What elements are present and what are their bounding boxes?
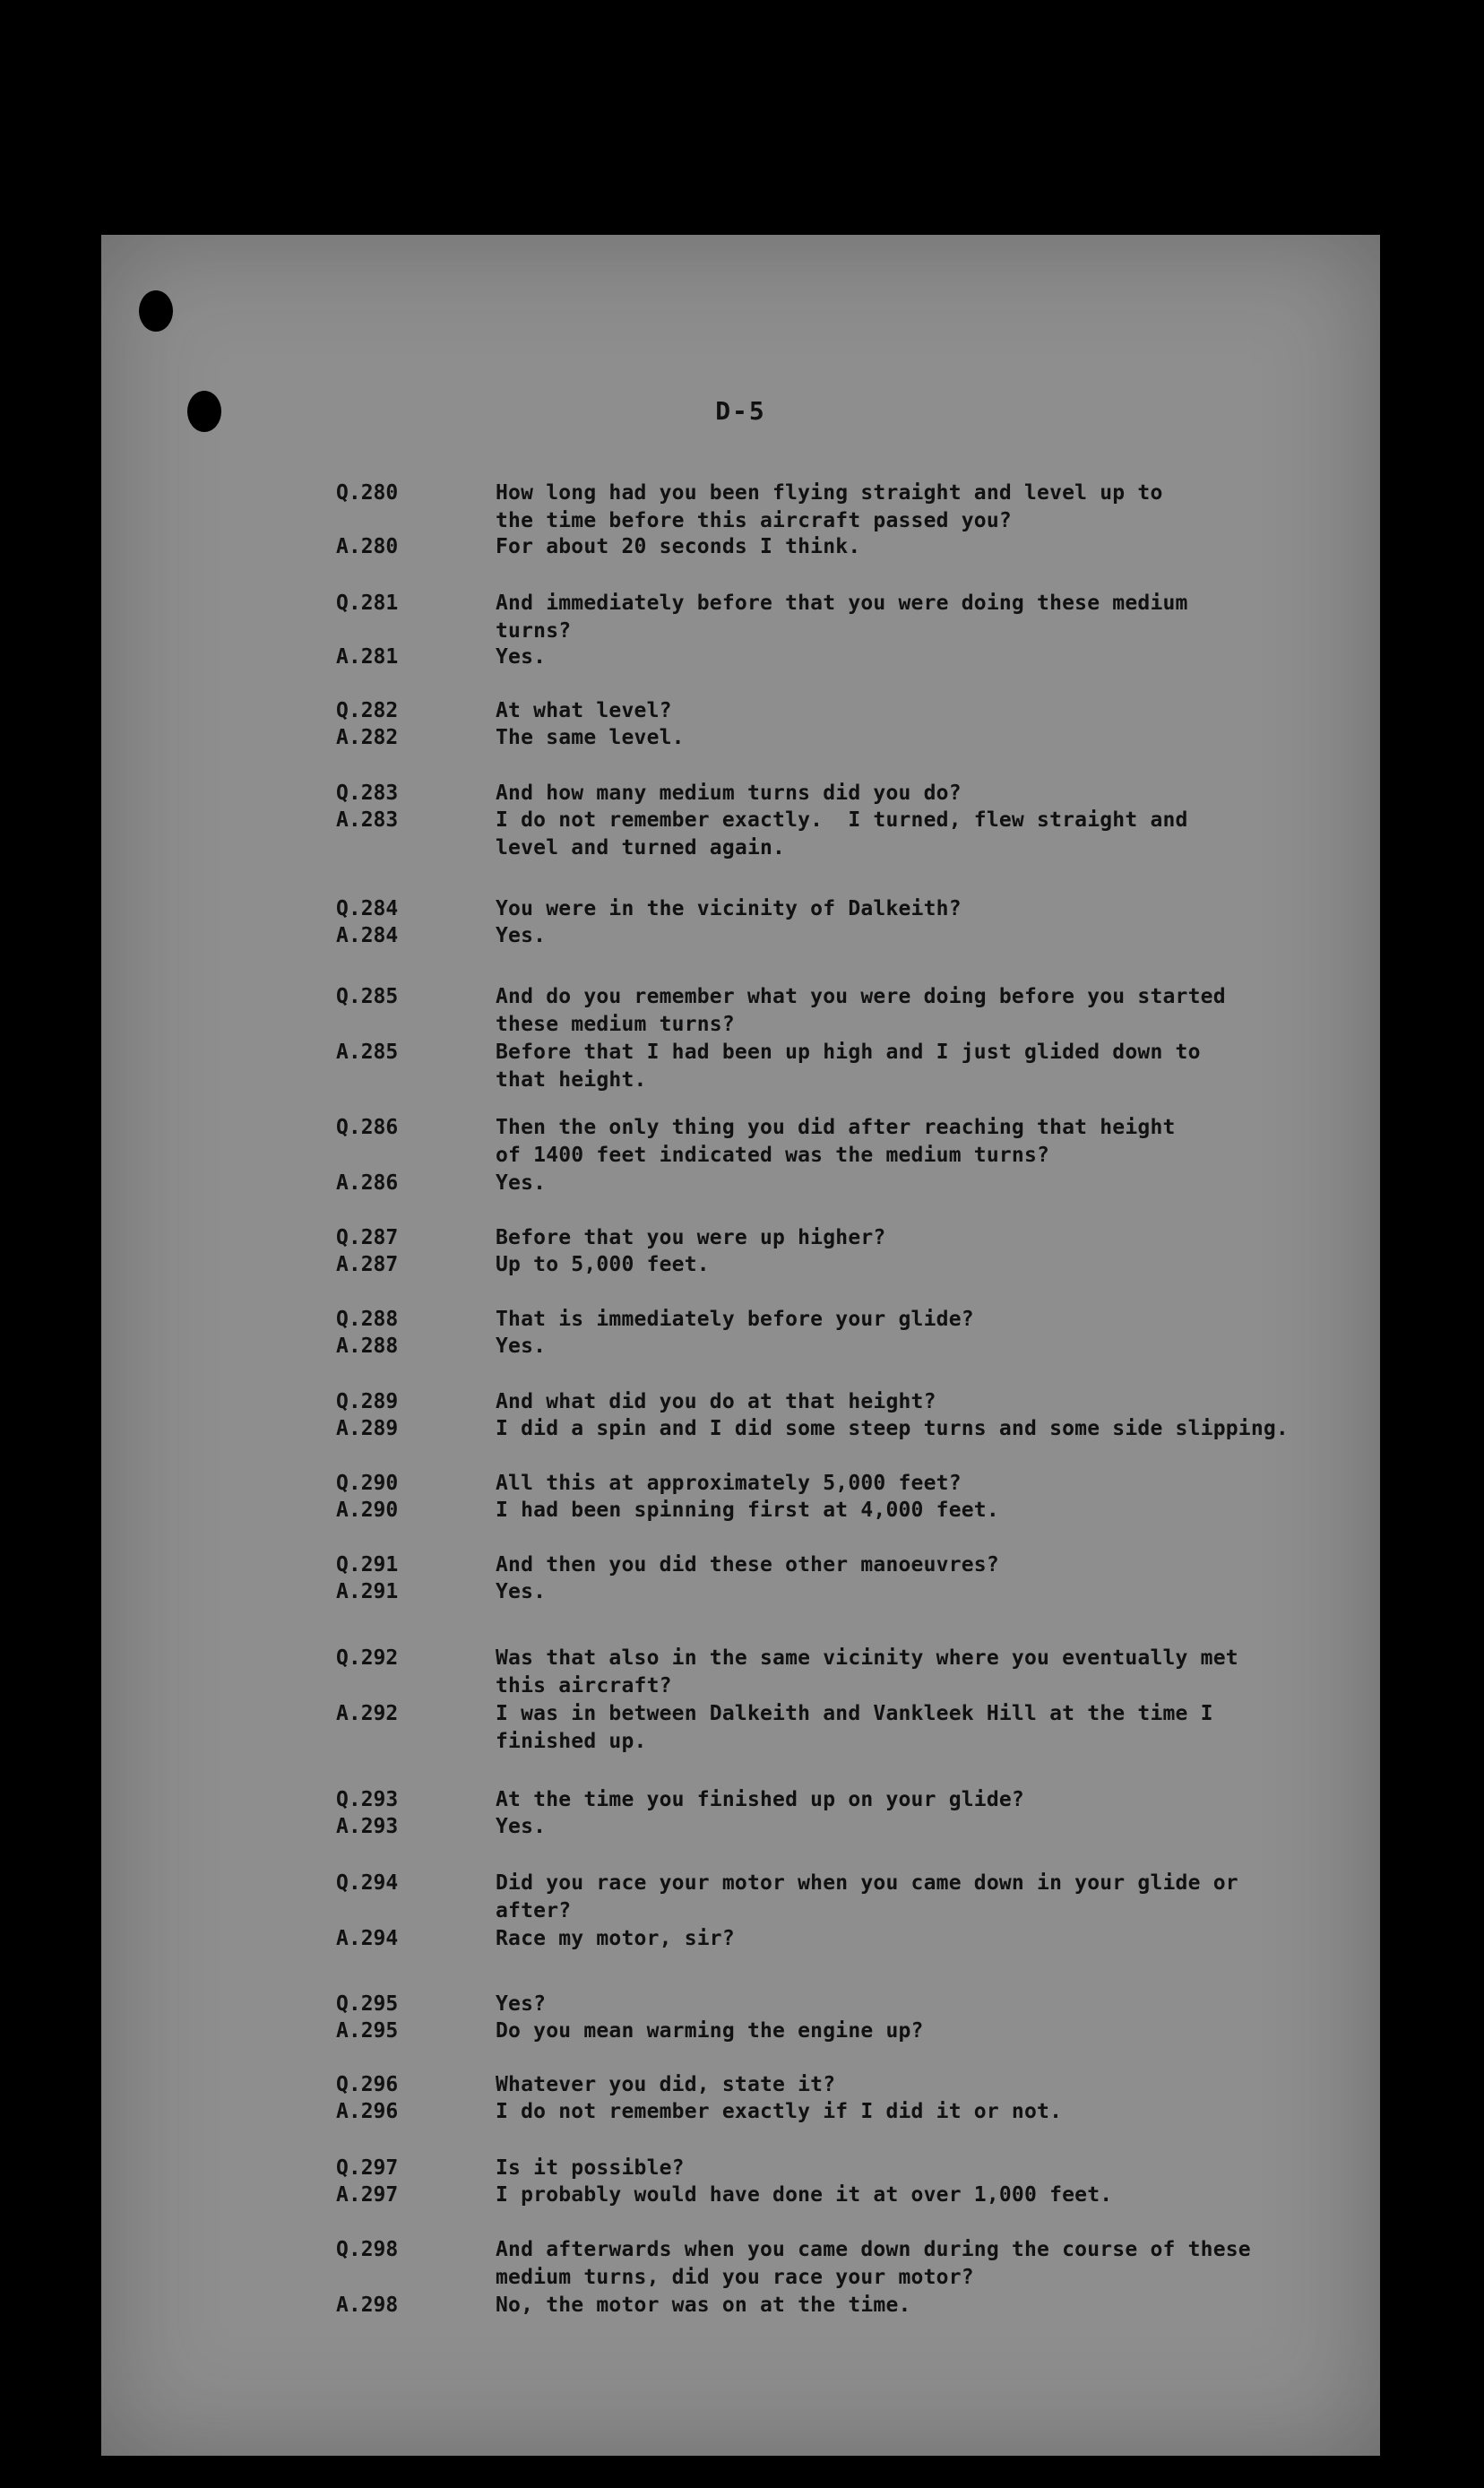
entry-text-line: I did a spin and I did some steep turns and some side slipping. bbox=[496, 1417, 1289, 1440]
entry-text-line: Yes. bbox=[496, 1815, 547, 1838]
document-page bbox=[101, 235, 1380, 2456]
entry-text-line: And afterwards when you came down during the course of these bbox=[496, 2238, 1251, 2261]
entry-text-line: I was in between Dalkeith and Vankleek Hill at the time I bbox=[496, 1702, 1213, 1725]
entry-text-line: of 1400 feet indicated was the medium turns? bbox=[496, 1144, 1050, 1167]
entry-label: A.291 bbox=[336, 1580, 399, 1603]
entry-text-line: At the time you finished up on your glide? bbox=[496, 1788, 1024, 1811]
entry-label: A.282 bbox=[336, 726, 399, 749]
entry-text-line: Yes? bbox=[496, 1992, 547, 2016]
entry-text-line: How long had you been flying straight and level up to bbox=[496, 481, 1163, 505]
entry-text-line: Did you race your motor when you came down in your glide or bbox=[496, 1871, 1238, 1895]
entry-text-line: Before that you were up higher? bbox=[496, 1226, 886, 1249]
entry-label: A.280 bbox=[336, 535, 399, 558]
entry-text-line: Then the only thing you did after reaching that height bbox=[496, 1116, 1176, 1139]
entry-label: A.285 bbox=[336, 1041, 399, 1064]
entry-text-line: I do not remember exactly if I did it or not. bbox=[496, 2100, 1063, 2123]
entry-text-line: Before that I had been up high and I just glided down to bbox=[496, 1041, 1201, 1064]
entry-text-line: Up to 5,000 feet. bbox=[496, 1253, 710, 1276]
entry-label: Q.296 bbox=[336, 2073, 399, 2096]
entry-label: Q.280 bbox=[336, 481, 399, 505]
entry-label: Q.290 bbox=[336, 1472, 399, 1495]
page-number: D-5 bbox=[715, 396, 766, 426]
entry-label: Q.284 bbox=[336, 897, 399, 920]
entry-label: Q.291 bbox=[336, 1553, 399, 1577]
entry-label: Q.295 bbox=[336, 1992, 399, 2016]
entry-text-line: Was that also in the same vicinity where you eventually met bbox=[496, 1646, 1238, 1670]
entry-text-line: All this at approximately 5,000 feet? bbox=[496, 1472, 962, 1495]
entry-text-line: finished up. bbox=[496, 1730, 647, 1753]
entry-text-line: this aircraft? bbox=[496, 1674, 672, 1698]
entry-label: A.281 bbox=[336, 645, 399, 669]
entry-text-line: The same level. bbox=[496, 726, 685, 749]
entry-text-line: That is immediately before your glide? bbox=[496, 1308, 974, 1331]
entry-text-line: medium turns, did you race your motor? bbox=[496, 2266, 974, 2289]
entry-text-line: that height. bbox=[496, 1068, 647, 1092]
entry-label: A.288 bbox=[336, 1335, 399, 1358]
entry-text-line: Race my motor, sir? bbox=[496, 1927, 735, 1950]
entry-label: A.295 bbox=[336, 2019, 399, 2043]
entry-label: A.293 bbox=[336, 1815, 399, 1838]
entry-text-line: You were in the vicinity of Dalkeith? bbox=[496, 897, 962, 920]
entry-label: Q.289 bbox=[336, 1390, 399, 1413]
entry-text-line: I had been spinning first at 4,000 feet. bbox=[496, 1499, 999, 1522]
entry-label: Q.285 bbox=[336, 985, 399, 1008]
entry-text-line: Whatever you did, state it? bbox=[496, 2073, 836, 2096]
entry-text-line: Yes. bbox=[496, 645, 547, 669]
entry-label: A.292 bbox=[336, 1702, 399, 1725]
entry-text-line: these medium turns? bbox=[496, 1013, 735, 1036]
entry-text-line: And then you did these other manoeuvres? bbox=[496, 1553, 999, 1577]
entry-label: Q.293 bbox=[336, 1788, 399, 1811]
entry-label: A.290 bbox=[336, 1499, 399, 1522]
entry-label: Q.282 bbox=[336, 699, 399, 722]
entry-text-line: And immediately before that you were doing these medium bbox=[496, 592, 1188, 615]
entry-label: A.289 bbox=[336, 1417, 399, 1440]
entry-text-line: Yes. bbox=[496, 1171, 547, 1195]
entry-text-line: And do you remember what you were doing before you started bbox=[496, 985, 1226, 1008]
entry-label: Q.286 bbox=[336, 1116, 399, 1139]
transcript-entries bbox=[101, 235, 1380, 2456]
entry-label: A.286 bbox=[336, 1171, 399, 1195]
entry-label: A.287 bbox=[336, 1253, 399, 1276]
entry-text-line: level and turned again. bbox=[496, 836, 786, 860]
entry-label: Q.288 bbox=[336, 1308, 399, 1331]
entry-label: Q.287 bbox=[336, 1226, 399, 1249]
entry-text-line: And how many medium turns did you do? bbox=[496, 782, 962, 805]
entry-text-line: I probably would have done it at over 1,000 feet. bbox=[496, 2183, 1113, 2207]
entry-label: A.294 bbox=[336, 1927, 399, 1950]
entry-text-line: And what did you do at that height? bbox=[496, 1390, 936, 1413]
entry-text-line: At what level? bbox=[496, 699, 672, 722]
entry-label: Q.292 bbox=[336, 1646, 399, 1670]
entry-text-line: Yes. bbox=[496, 1335, 547, 1358]
entry-label: Q.298 bbox=[336, 2238, 399, 2261]
entry-text-line: Yes. bbox=[496, 924, 547, 947]
entry-text-line: Is it possible? bbox=[496, 2156, 685, 2180]
entry-text-line: Do you mean warming the engine up? bbox=[496, 2019, 924, 2043]
entry-label: Q.294 bbox=[336, 1871, 399, 1895]
entry-label: A.298 bbox=[336, 2294, 399, 2317]
entry-text-line: after? bbox=[496, 1899, 572, 1922]
entry-label: A.284 bbox=[336, 924, 399, 947]
entry-text-line: turns? bbox=[496, 619, 572, 643]
entry-text-line: the time before this aircraft passed you? bbox=[496, 509, 1012, 532]
entry-text-line: I do not remember exactly. I turned, flew straight and bbox=[496, 808, 1188, 832]
entry-label: A.283 bbox=[336, 808, 399, 832]
entry-label: A.296 bbox=[336, 2100, 399, 2123]
entry-label: Q.297 bbox=[336, 2156, 399, 2180]
entry-label: A.297 bbox=[336, 2183, 399, 2207]
entry-text-line: For about 20 seconds I think. bbox=[496, 535, 861, 558]
entry-text-line: Yes. bbox=[496, 1580, 547, 1603]
entry-label: Q.281 bbox=[336, 592, 399, 615]
entry-label: Q.283 bbox=[336, 782, 399, 805]
entry-text-line: No, the motor was on at the time. bbox=[496, 2294, 911, 2317]
